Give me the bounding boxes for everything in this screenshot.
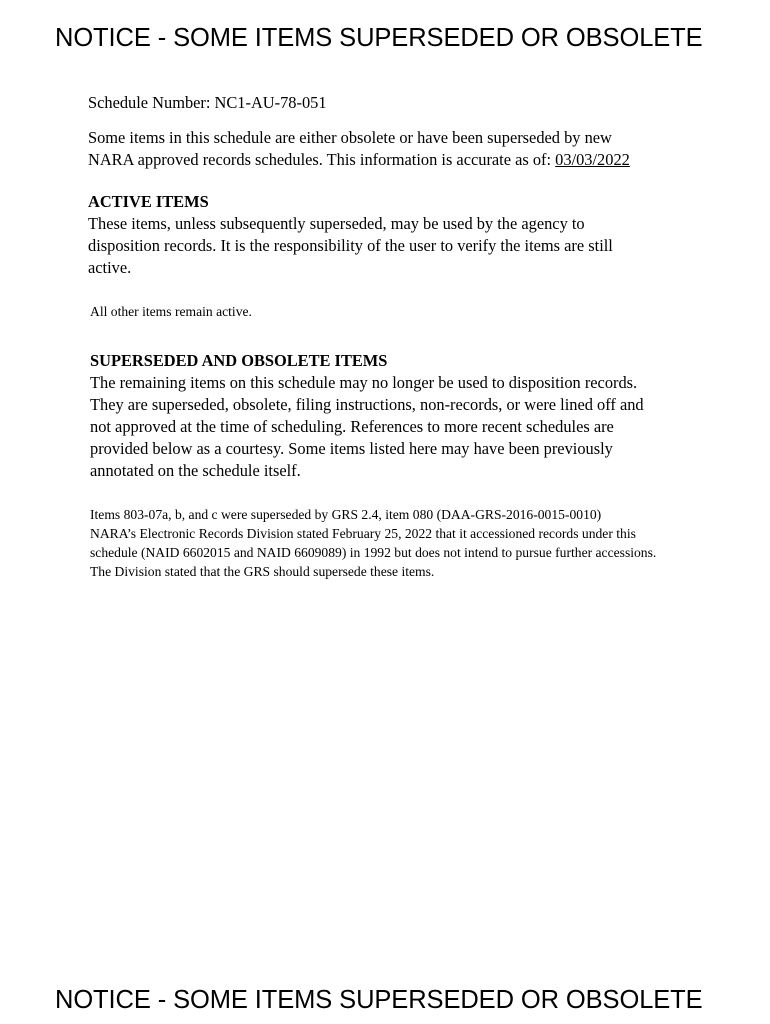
notice-banner-top: NOTICE - SOME ITEMS SUPERSEDED OR OBSOLETE <box>55 24 703 52</box>
intro-paragraph <box>88 127 630 171</box>
superseded-items-line: The remaining items on this schedule may no longer be used to disposition records. <box>90 373 638 392</box>
superseded-items-line: provided below as a courtesy. Some items listed here may have been previously <box>90 439 613 458</box>
details-line: The Division stated that the GRS should supersede these items. <box>90 564 435 579</box>
superseded-items-line: annotated on the schedule itself. <box>90 461 301 480</box>
intro-line-2-text: NARA approved records schedules. This information is accurate as of: <box>88 150 556 169</box>
active-items-section <box>88 191 613 279</box>
details-line: schedule (NAID 6602015 and NAID 6609089) in 1992 but does not intend to pursue further accessions. <box>90 545 657 560</box>
details-line: Items 803-07a, b, and c were superseded by GRS 2.4, item 080 (DAA-GRS-2016-0015-0010) <box>90 507 602 522</box>
accuracy-date: 03/03/2022 <box>555 150 630 169</box>
active-items-line: disposition records. It is the responsibility of the user to verify the items are still <box>88 236 613 255</box>
superseded-items-section <box>90 350 644 482</box>
superseded-items-line: They are superseded, obsolete, filing instructions, non-records, or were lined off and <box>90 395 644 414</box>
intro-line-1: Some items in this schedule are either obsolete or have been superseded by new <box>88 128 612 147</box>
schedule-number: Schedule Number: NC1-AU-78-051 <box>88 93 327 112</box>
active-items-note: All other items remain active. <box>90 304 252 319</box>
details-line: NARA’s Electronic Records Division stated February 25, 2022 that it accessioned records under this <box>90 526 636 541</box>
notice-banner-bottom: NOTICE - SOME ITEMS SUPERSEDED OR OBSOLETE <box>55 986 703 1014</box>
superseded-items-heading: SUPERSEDED AND OBSOLETE ITEMS <box>90 351 388 370</box>
superseded-items-line: not approved at the time of scheduling. References to more recent schedules are <box>90 417 614 436</box>
intro-line-2 <box>88 149 630 171</box>
active-items-line: active. <box>88 258 132 277</box>
active-items-line: These items, unless subsequently superseded, may be used by the agency to <box>88 214 585 233</box>
active-items-heading: ACTIVE ITEMS <box>88 192 209 211</box>
details-section <box>90 505 656 581</box>
